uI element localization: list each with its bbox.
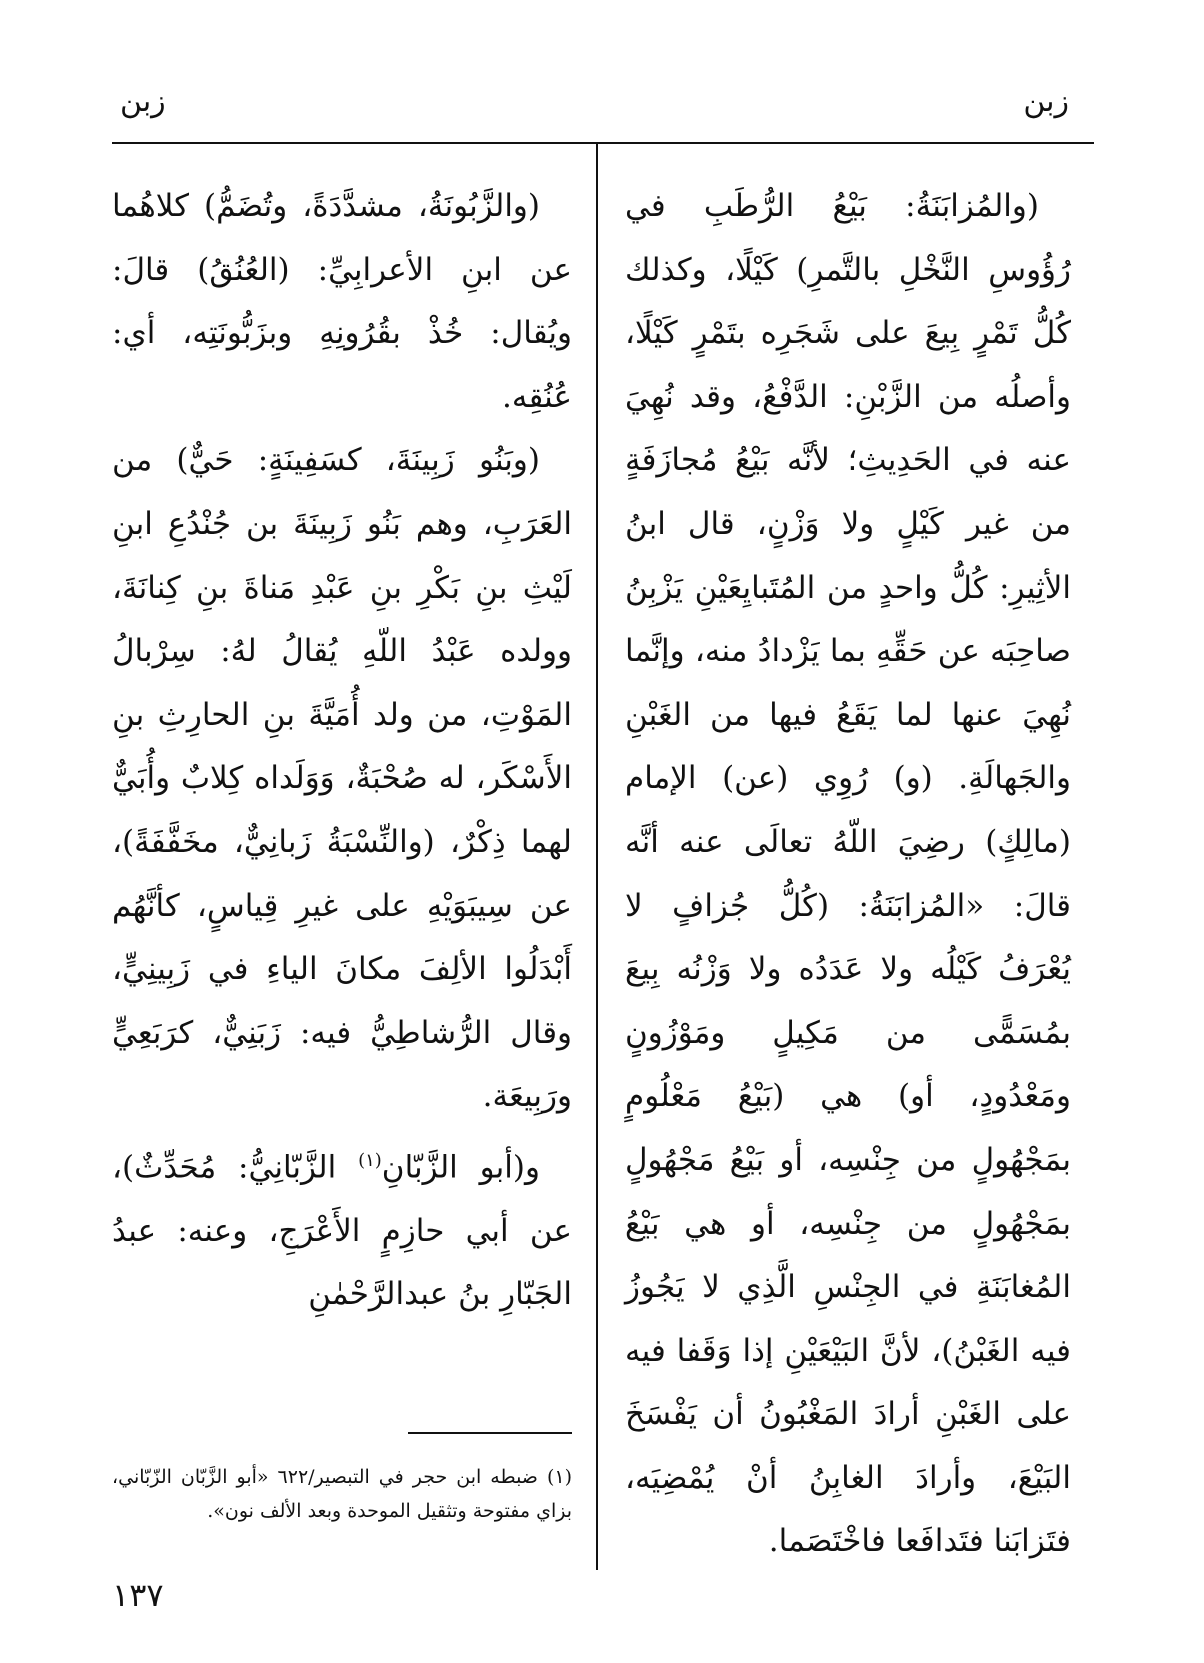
footnote-marker: (١): [358, 1149, 382, 1171]
entry-abu-alzabban-rest: الزَّبّانِيُّ: مُحَدِّثٌ)، عن أبي حازِمٍ الأَعْرَجِ، وعنه: عبدُ الجَبّارِ بنُ عبدالرَّحْمٰنِ: [112, 1149, 572, 1313]
page-number: ١٣٧: [112, 1576, 164, 1614]
column-divider: [596, 144, 598, 1570]
entry-abu-alzabban-start: و(أبو الزَّبّانِ: [381, 1149, 540, 1186]
left-column: [112, 175, 572, 1327]
right-column: [625, 175, 1071, 1574]
running-head-left: زبن: [120, 84, 166, 119]
entry-banu-zabina: (وبَنُو زَبِينَةَ، كسَفِينَةٍ: حَيٌّ) من العَرَبِ، وهم بَنُو زَبِينَةَ بن جُنْدُعِ ابنِ لَيْثِ بنِ بَكْرِ بنِ عَبْدِ مَناةَ بنِ كِنانَةَ، وولده عَبْدُ اللّهِ يُقالُ لهُ: سِرْبالُ المَوْتِ، من ولد أُمَيَّةَ بنِ الحارِثِ بنِ الأَسْكَر، له صُحْبَةٌ، وَوَلَداه كِلابٌ وأُبَيٌّ لهما ذِكْرٌ، (والنِّسْبَةُ زَبانِيٌّ، مخَفَّفَةً)، عن سِيبَوَيْهِ على غيرِ قِياسٍ، كأنَّهُم أَبْدَلُوا الألِفَ مكانَ الياءِ في زَبِينِيٍّ، وقال الرُّشاطِيُّ فيه: زَبَنِيٌّ، كرَبَعِيٍّ ورَبِيعَة.: [112, 442, 572, 1115]
header-rule: [112, 142, 1094, 144]
running-head-right: زبن: [1023, 84, 1069, 119]
entry-zabbuna: (والزَّبُونَةُ، مشدَّدَةً، وتُضَمُّ) كلاهُما عن ابنِ الأعرابِيِّ: (العُنُقُ) قالَ: ويُقال: خُذْ بقُرُونِهِ وبزَبُّونَتِه، أي: عُنُقِه.: [112, 188, 572, 415]
entry-muzabana: (والمُزابَنَةُ: بَيْعُ الرُّطَبِ في رُؤُوسِ النَّخْلِ بالتَّمرِ) كَيْلًا، وكذلك كُلُّ تَمْرٍ بِيعَ على شَجَرِه بتَمْرٍ كَيْلًا، وأصلُه من الزَّبْنِ: الدَّفْعُ، وقد نُهِيَ عنه في الحَدِيثِ؛ لأنَّه بَيْعُ مُجازَفَةٍ من غير كَيْلٍ ولا وَزْنٍ، قال ابنُ الأثِيرِ: كُلُّ واحدٍ من المُتَبايِعَيْنِ يَزْبِنُ صاحِبَه عن حَقِّهِ بما يَزْدادُ منه، وإنَّما نُهِيَ عنها لما يَقَعُ فيها من الغَبْنِ والجَهالَةِ. (و) رُوِي (عن) الإمام (مالِكٍ) رضِيَ اللّهُ تعالَى عنه أنَّه قالَ: «المُزابَنَةُ: (كُلُّ جُزافٍ لا يُعْرَفُ كَيْلُه ولا عَدَدُه ولا وَزْنُه بِيعَ بمُسَمًّى من مَكِيلٍ ومَوْزُونٍ ومَعْدُودٍ، أو) هي (بَيْعُ مَعْلُومٍ بمَجْهُولٍ من جِنْسِه، أو بَيْعُ مَجْهُولٍ بمَجْهُولٍ من جِنْسِه، أو هي بَيْعُ المُغابَنَةِ في الجِنْسِ الَّذِي لا يَجُوزُ فيه الغَبْنُ)، لأنَّ البَيْعَيْنِ إذا وَقَفا فيه على الغَبْنِ أرادَ المَغْبُونُ أن يَفْسَخَ البَيْعَ، وأرادَ الغابِنُ أنْ يُمْضِيَه، فتَزابَنا فتَدافَعا فاخْتَصَما.: [625, 188, 1071, 1560]
footnote: (١) ضبطه ابن حجر في التبصير/٦٢٢ «أبو الزَّبّان الزّبّاني، بزاي مفتوحة وتثقيل الموحدة وبعد الألف نون».: [112, 1466, 573, 1522]
footnote-rule: [408, 1432, 572, 1434]
entry-abu-alzabban: [112, 1129, 572, 1327]
